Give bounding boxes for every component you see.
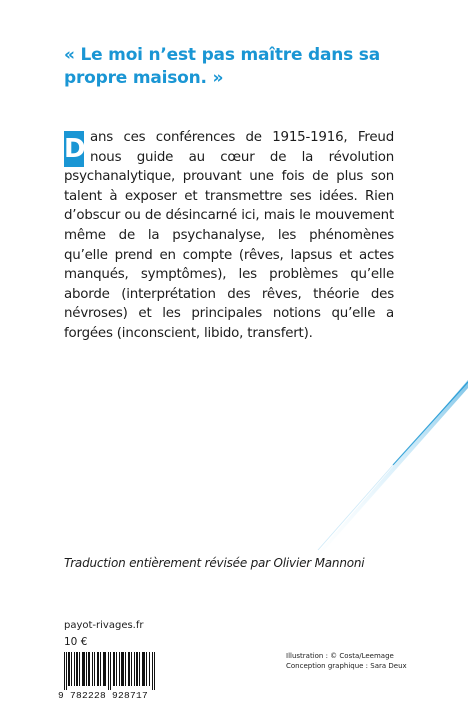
cover-quote: « Le moi n’est pas maître dans sa propre maison. » [64,45,380,88]
publisher-website[interactable]: payot-rivages.fr [64,620,144,631]
blurb-text: ans ces conférences de 1915-1916, Freud nous guide au cœur de la révolution psychanalytique, prouvant une fois de plus son talent à exposer et transmettre ses idées. Rien d’obscur ou de désincarné ici, mais le mouvement même de la psychanalyse, les phénomènes qu’elle prend en compte (rêves, lapsus et actes manqués, symptômes), les problèmes qu’elle aborde (interprétation des rêves, théorie des névroses) et les principales notions qu’elle a forgées (inconscient, libido, transfert). [64,130,394,341]
drop-cap: D [64,131,84,167]
isbn-barcode [58,650,158,706]
illustration-credit: Illustration : © Costa/Leemage [286,652,394,660]
barcode-bars [64,652,156,690]
credits-block [286,651,407,671]
light-beam-decoration [298,380,468,580]
isbn-digits: 9 782228 928717 [58,690,149,701]
blurb-paragraph [64,128,394,344]
design-credit: Conception graphique : Sara Deux [286,662,407,670]
translation-credit: Traduction entièrement révisée par Olivier Mannoni [64,556,365,570]
price: 10 € [64,636,88,648]
